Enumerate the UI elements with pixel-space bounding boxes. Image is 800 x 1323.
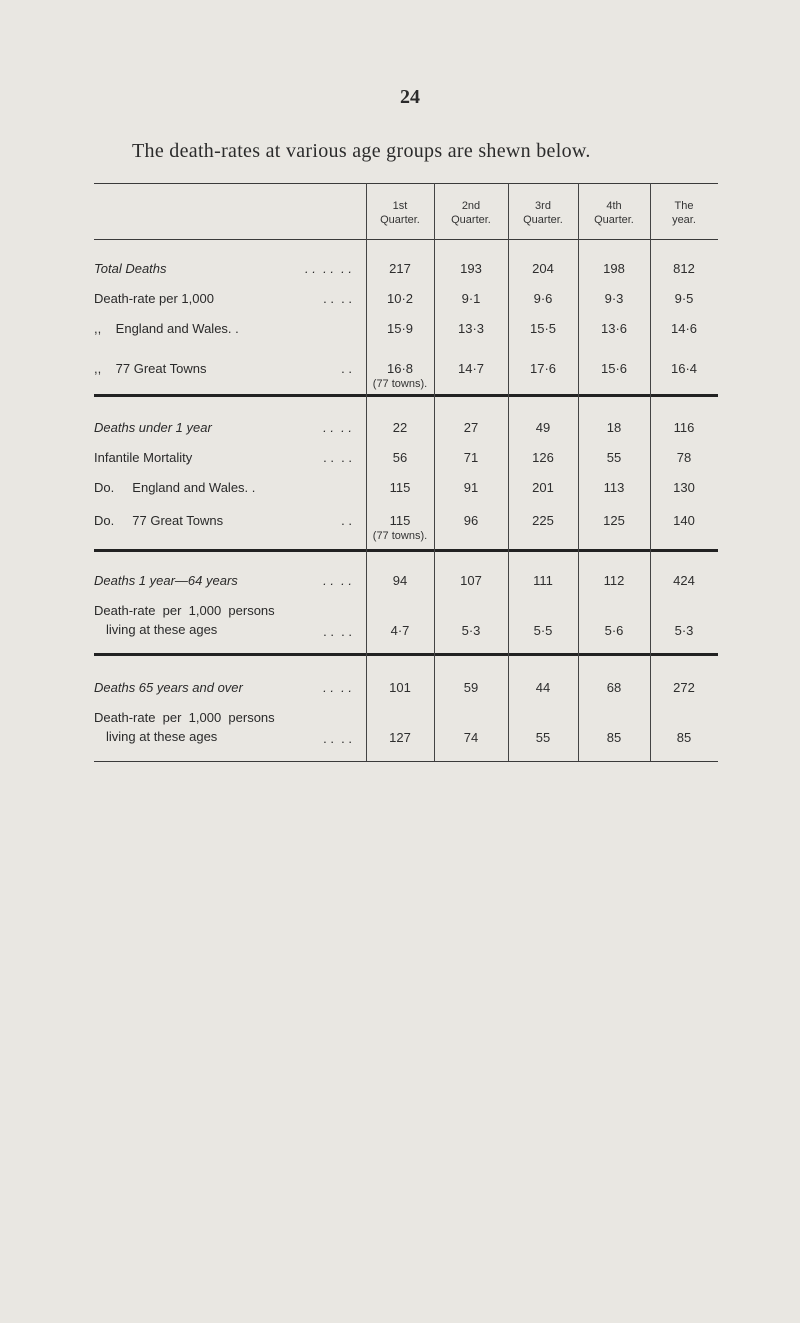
table-cell: 130 (673, 480, 695, 495)
row-leader-dots: . . . . . . (305, 261, 352, 276)
row-label-line: living at these ages (106, 729, 218, 744)
row-label (94, 420, 356, 435)
table-top-rule (94, 183, 718, 184)
column-header-line: Quarter. (523, 214, 563, 226)
row-label-text: Deaths under 1 year (94, 420, 212, 435)
row-label (94, 261, 356, 276)
table-cell: 15·5 (529, 321, 557, 336)
row-label (94, 513, 356, 528)
column-header-line: Quarter. (594, 214, 634, 226)
table-cell: 204 (532, 261, 554, 276)
row-label-text: Do. 77 Great Towns (94, 513, 224, 528)
column-header (508, 199, 578, 227)
table-cell: 13·3 (457, 321, 485, 336)
table-cell: 55 (606, 450, 622, 465)
row-leader-dots: . . . . (323, 291, 352, 306)
table-cell: 111 (533, 573, 553, 588)
section-rule-3 (94, 653, 718, 656)
table-cell: 115 (389, 480, 411, 495)
row-label (94, 680, 356, 695)
section-rule-2 (94, 549, 718, 552)
table-cell: 27 (463, 420, 479, 435)
table-cell: 44 (535, 680, 551, 695)
column-header (365, 199, 435, 227)
table-cell: 18 (606, 420, 622, 435)
column-header (436, 199, 506, 227)
table-cell: 5·6 (604, 623, 624, 638)
row-leader-dots: . . (341, 513, 352, 528)
towns-note: (77 towns). (372, 530, 428, 542)
table-cell: 115 (389, 513, 411, 528)
row-label-text: Infantile Mortality (94, 450, 193, 465)
row-label-text: Death-rate per 1,000 (94, 291, 214, 306)
column-header-line: 4th (606, 200, 622, 212)
column-header (579, 199, 649, 227)
table-cell: 14·7 (457, 361, 485, 376)
column-header-line: 3rd (535, 200, 551, 212)
table-cell: 22 (392, 420, 408, 435)
row-leader-dots: . . . . (323, 680, 352, 695)
table-cell: 812 (673, 261, 695, 276)
table-cell: 101 (389, 680, 411, 695)
table-cell: 5·3 (674, 623, 694, 638)
row-label (94, 573, 356, 588)
section-rule-1 (94, 394, 718, 397)
row-label (94, 480, 356, 495)
table-cell: 9·5 (674, 291, 694, 306)
table-cell: 9·6 (533, 291, 553, 306)
table-cell: 85 (606, 730, 622, 745)
table-cell: 107 (460, 573, 482, 588)
table-cell: 55 (535, 730, 551, 745)
table-cell: 14·6 (670, 321, 698, 336)
row-leader-dots: . . . . (323, 420, 352, 435)
row-label-text: Total Deaths (94, 261, 167, 276)
table-cell: 49 (535, 420, 551, 435)
table-cell: 13·6 (600, 321, 628, 336)
row-label (94, 291, 356, 306)
table-cell: 17·6 (529, 361, 557, 376)
table-cell: 56 (392, 450, 408, 465)
row-label-line: Death-rate per 1,000 persons (94, 710, 275, 725)
table-cell: 59 (463, 680, 479, 695)
table-cell: 74 (463, 730, 479, 745)
column-header-line: year. (672, 214, 696, 226)
table-cell: 193 (460, 261, 482, 276)
column-header-line: Quarter. (451, 214, 491, 226)
row-label-text: ,, England and Wales. . (94, 321, 239, 336)
row-leader-dots: . . . . (323, 624, 352, 639)
table-cell: 96 (463, 513, 479, 528)
row-leader-dots: . . (341, 361, 352, 376)
table-cell: 91 (463, 480, 479, 495)
row-label (94, 321, 356, 336)
table-cell: 4·7 (390, 623, 410, 638)
header-bottom-rule (94, 239, 718, 240)
table-cell: 94 (392, 573, 408, 588)
table-cell: 16·8 (386, 361, 414, 376)
row-leader-dots: . . . . (323, 450, 352, 465)
row-label-text: Deaths 65 years and over (94, 680, 243, 695)
row-label-text: Do. England and Wales. . (94, 480, 256, 495)
row-label-line: living at these ages (106, 622, 218, 637)
column-header (649, 199, 719, 227)
row-label-line: Death-rate per 1,000 persons (94, 603, 275, 618)
row-label (94, 603, 356, 637)
table-cell: 71 (463, 450, 479, 465)
table-cell: 10·2 (386, 291, 414, 306)
table-cell: 9·3 (604, 291, 624, 306)
table-cell: 201 (532, 480, 554, 495)
table-cell: 272 (673, 680, 695, 695)
table-cell: 140 (673, 513, 695, 528)
table-cell: 5·3 (461, 623, 481, 638)
column-header-line: The (674, 200, 694, 212)
table-cell: 68 (606, 680, 622, 695)
page-number: 24 (400, 86, 420, 108)
table-cell: 116 (673, 420, 695, 435)
row-label (94, 450, 356, 465)
table-cell: 125 (603, 513, 625, 528)
table-cell: 217 (389, 261, 411, 276)
table-cell: 85 (676, 730, 692, 745)
table-cell: 225 (532, 513, 554, 528)
table-bottom-rule (94, 761, 718, 762)
table-cell: 127 (389, 730, 411, 745)
column-header-line: 2nd (461, 200, 481, 212)
table-cell: 113 (603, 480, 625, 495)
row-label-text: ,, 77 Great Towns (94, 361, 207, 376)
table-cell: 16·4 (670, 361, 698, 376)
table-cell: 126 (532, 450, 554, 465)
row-leader-dots: . . . . (323, 731, 352, 746)
row-label (94, 710, 356, 744)
table-cell: 112 (603, 573, 625, 588)
table-cell: 78 (676, 450, 692, 465)
towns-note: (77 towns). (372, 378, 428, 390)
death-rates-table (94, 183, 718, 763)
row-leader-dots: . . . . (323, 573, 352, 588)
table-cell: 198 (603, 261, 625, 276)
column-header-line: 1st (392, 200, 408, 212)
row-label (94, 361, 356, 376)
table-cell: 424 (673, 573, 695, 588)
table-cell: 15·9 (386, 321, 414, 336)
column-header-line: Quarter. (380, 214, 420, 226)
intro-sentence: The death-rates at various age groups are shewn below. (132, 140, 591, 162)
table-cell: 5·5 (533, 623, 553, 638)
table-cell: 15·6 (600, 361, 628, 376)
row-label-text: Deaths 1 year—64 years (94, 573, 238, 588)
table-cell: 9·1 (461, 291, 481, 306)
